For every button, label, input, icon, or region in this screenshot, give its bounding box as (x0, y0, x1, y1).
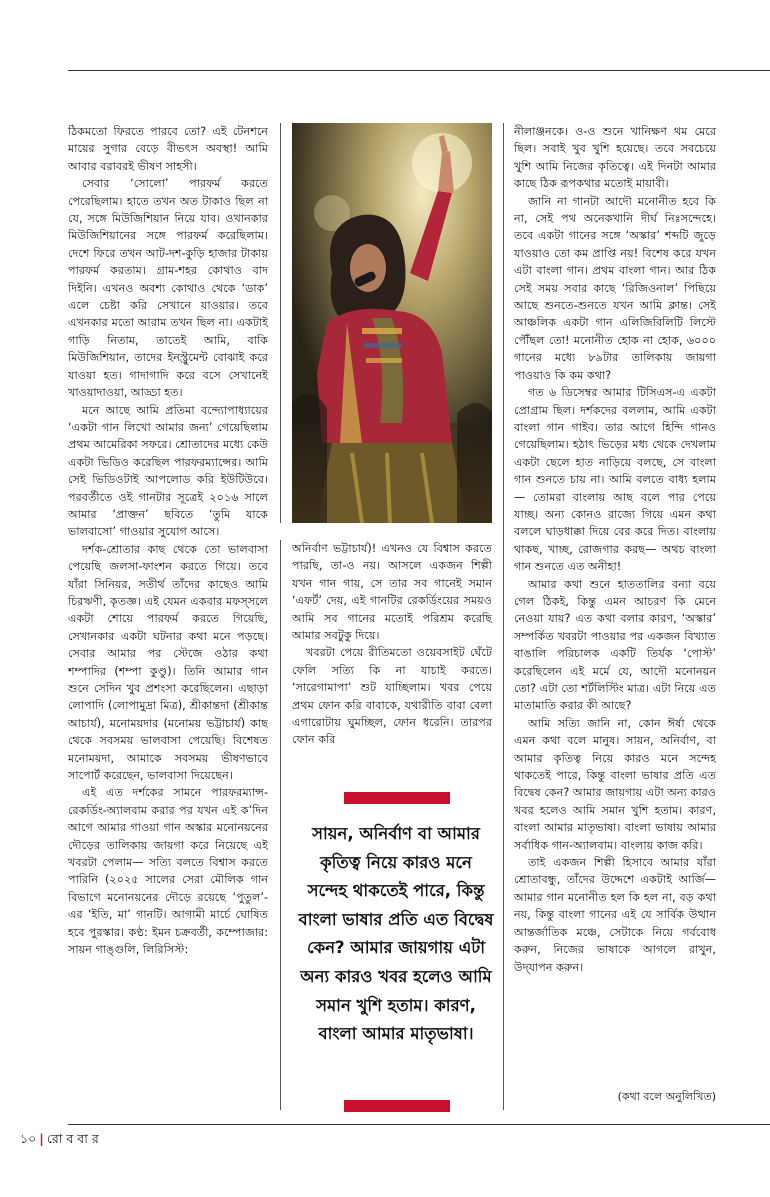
article-column-middle (292, 540, 492, 749)
footer-separator: | (39, 1131, 44, 1146)
paragraph: জানি না গানটা আদৌ মনোনীত হবে কি না, সেই পথ অনেকখানি দীর্ঘ নিঃসন্দেহে। তবে একটা গানের সঙ্গে ‘অস্কার’ শব্দটি জুড়ে যাওয়াও তো কম প্রাপ্তি নয়! বিশেষ করে যখন এটা বাংলা গান। প্রথম বাংলা গান। আর ঠিক সেই সময় সবার কাছে ‘রিজিওনাল’ পিছিয়ে আছে শুনতে-শুনতে যখন আমি ক্লান্ত। সেই আঞ্চলিক একটা গান এলিজিবিলিটি লিস্টে পৌঁছল তো! মনোনীত হোক না হোক, ৬০০০ গানের মধ্যে ৮৯টার তালিকায় জায়গা পাওয়াও কি কম কথা? (514, 194, 716, 382)
article-column-right (514, 123, 716, 976)
paragraph: সেবার ‘সোলো’ পারফর্ম করতে পেরেছিলাম। হাতে তখন অত টাকাও ছিল না যে, সঙ্গে মিউজিশিয়ান নিয়ে যাব। ওখানকার মিউজিশিয়ানের সঙ্গে পারফর্ম করেছিলাম। দেশে ফিরে তখন আট-দশ-কুড়ি হাজার টাকায় পারফর্ম করতাম। গ্রাম-শহর কোথাও বাদ দিইনি। এখনও অবশ্য কোথাও থেকে ‘ডাক’ এলে চেষ্টা করি সেখানে যাওয়ার। তবে এখনকার মতো আরাম তখন ছিল না। একটাই গাড়ি নিতাম, তাতেই আমি, বাকি মিউজিশিয়ান, তাদের ইনস্ট্রুমেন্ট বোঝাই করে যাওয়া হত। গাদাগাদি করে বসে সেখানেই খাওয়াদাওয়া, আড্ডা হত। (68, 177, 268, 400)
article-credit: (কথা বলে অনুলিখিত) (617, 1090, 716, 1103)
bottom-rule (68, 1124, 770, 1125)
paragraph: গত ৬ ডিসেম্বর আমার টিসিএস-এ একটা প্রোগ্রাম ছিল। দর্শকদের বললাম, আমি একটা বাংলা গান গাইব। তার আগে হিন্দি গানও গেয়েছিলাম। হঠাৎ ভিড়ের মধ্য থেকে দেখলাম একটা ছেলে হাত নাড়িয়ে বলছে, সে বাংলা গান শুনতে চায় না। আমি বলতে বাধ্য হলাম— তোমরা বাংলায় আছ বলে পার পেয়ে যাচ্ছ। অন্য কোনও রাজ্যে গিয়ে এমন কথা বললে ঘাড়ধাক্কা দিয়ে বের করে দিত। বাংলায় থাকছ, খাচ্ছ, রোজগার করছ— অথচ বাংলা গান শুনতে এত অনীহা! (514, 386, 716, 574)
top-rule (68, 70, 770, 71)
paragraph: নীলাঞ্জনকে। ও-ও শুনে খানিক্ষণ থম মেরে ছিল। সবাই খুব খুশি হয়েছে। তবে সবচেয়ে খুশি আমি নিজের কৃতিত্বে। এই দিনটা আমার কাছে ঠিক রূপকথার মতোই মায়াবী। (514, 125, 716, 191)
column-divider (280, 123, 281, 523)
paragraph: দর্শক-শ্রোতার কাছ থেকে তো ভালবাসা পেয়েছি জলসা-ফাংশন করতে গিয়ে। তবে যাঁরা সিনিয়র, সতীর্থ তাঁদের কাছেও আমি চিরঋণী, কৃতজ্ঞ। এই যেমন একবার মফস্‌সলে একটা শোয়ে পারফর্ম করতে গিয়েছি, সেখানকার একটা ঘটনার কথা মনে পড়ছে। সেবার আমার পর স্টেজে ওঠার কথা শম্পাদির (শম্পা কুণ্ডু)। তিনি আমার গান শুনে সেদিন খুব প্রশংসা করেছিলেন। এছাড়া লোপাদি (লোপামুদ্রা মিত্র), শ্রীকান্তদা (শ্রীকান্ত আচার্য), মনোময়দার (মনোময় ভট্টাচার্য) কাছ থেকে সবসময় ভালবাসা পেয়েছি। বিশেষত মনোময়দা, আমাকে সবসময় ভীষণভাবে সাপোর্ট করেছেন, ভালবাসা দিয়েছেন। (68, 542, 268, 783)
column-divider (503, 123, 504, 1110)
pull-quote-top-bar (344, 792, 450, 804)
page-number: ১০ (20, 1131, 37, 1146)
paragraph: খবরটা পেয়ে রীতিমতো ওয়েবসাইট ঘেঁটে ফেলি সত্যি কি না যাচাই করতে। ‘সারেগামাপা’ শুট যাচ্ছিলাম। খবর পেয়ে প্রথম ফোন করি বাবাকে, যথারীতি বাবা বেলা এগারোটায় ঘুমচ্ছিল, ফোন ধরেনি। তারপর ফোন করি (292, 646, 492, 747)
paragraph: অনির্বাণ ভট্টাচার্য)! এখনও যে বিশ্বাস করতে পারছি, তা-ও নয়। আসলে একজন শিল্পী যখন গান গায়, সে তার সব গানেই সমান ‘এফর্ট’ দেয়, এই গানটির রেকর্ডিংয়ের সময়ও আমি সব গানের মতোই পরিশ্রম করেছি আমার সবটুকু দিয়ে। (292, 542, 492, 643)
pull-quote-bottom-bar (344, 1100, 450, 1112)
paragraph: আমি সত্যি জানি না, কোন ঈর্ষা থেকে এমন কথা বলে মানুষ। সায়ন, অনির্বাণ, বা আমার কৃতিত্ব নিয়ে কারও মনে সন্দেহ থাকতেই পারে, কিন্তু বাংলা ভাষার প্রতি এত বিদ্বেষ কেন? আমার জায়গায় এটা অন্য কারও খবর হলেও আমি সমান খুশি হতাম। কারণ, বাংলা আমার মাতৃভাষা। বাংলা ভাষায় আমার সর্বাধিক গান-অ্যালবাম। বাংলায় কাজ করি। (514, 716, 716, 852)
pull-quote (296, 792, 496, 1112)
column-divider (280, 540, 281, 1110)
paragraph: মনে আছে আমি প্রতিমা বন্দ্যোপাধ্যায়ের ‘একটা গান লিখো আমার জন্য’ গেয়েছিলাম প্রথম আমেরিকা সফরে। শ্রোতাদের মধ্যে কেউ একটা ভিডিও করেছিল পারফরম্যান্সের। আমি সেই ভিডিওটাই আপলোড করি ইউটিউবে। পরবর্তীতে ওই গানটার সূত্রেই ২০১৬ সালে আমার ‘প্রাক্তন’ ছবিতে ‘তুমি যাকে ভালবাসো’ গাওয়ার সুযোগ আসে। (68, 403, 268, 539)
singer-photo-illustration (292, 123, 492, 523)
pull-quote-text: সায়ন, অনির্বাণ বা আমার কৃতিত্ব নিয়ে কারও মনে সন্দেহ থাকতেই পারে, কিন্তু বাংলা ভাষার প্রতি এত বিদ্বেষ কেন? আমার জায়গায় এটা অন্য কারও খবর হলেও আমি সমান খুশি হতাম। কারণ, বাংলা আমার মাতৃভাষা। (298, 824, 494, 1044)
paragraph: ঠিকমতো ফিরতে পারবে তো? এই টেনশনে মায়ের সুগার বেড়ে বীভৎস অবস্থা! আমি আবার বরাবরই ভীষণ সাহসী। (68, 125, 268, 173)
publication-name: রো ব বা র (46, 1131, 99, 1146)
paragraph: তাই একজন শিল্পী হিসাবে আমার যাঁরা শ্রোতাবন্ধু, তাঁদের উদ্দেশে একটাই আর্জি— আমার গান মনোনীত হল কি হল না, বড় কথা নয়, কিন্তু বাংলা গানের এই যে সার্বিক উত্থান আন্তর্জাতিক মঞ্চে, সেটাকে নিয়ে গর্ববোধ করুন, নিজের ভাষাকে আগলে রাখুন, উদ্‌যাপন করুন। (514, 856, 716, 974)
article-column-left (68, 123, 268, 959)
paragraph: আমার কথা শুনে হাততালির বন্যা বয়ে গেল ঠিকই, কিন্তু এমন আচরণ কি মেনে নেওয়া যায়? এত কথা বলার কারণ, ‘অস্কার’ সম্পর্কিত খবরটা পাওয়ার পর একজন বিখ্যাত বাঙালি পরিচালক একটি তির্যক ‘পোস্ট’ করেছিলেন এই মর্মে যে, আদৌ মনোনয়ন তো? এটা তো শর্টলিস্টিং মাত্র। এটা নিয়ে এত মাতামাতি করার কী আছে? (514, 577, 716, 713)
page-footer (20, 1131, 99, 1151)
singer-photo (292, 123, 492, 523)
paragraph: এই এত দর্শকের সামনে পারফরম্যান্স-রেকর্ডিং-অ্যালবাম করার পর যখন এই ক’দিন আগে আমার গাওয়া গান অস্কার মনোনয়নের দৌড়ের তালিকায় জায়গা করে নিয়েছে এই খবরটা পেলাম— সত্যি বলতে বিশ্বাস করতে পারিনি (২০২৫ সালের সেরা মৌলিক গান বিভাগে মনোনয়নের দৌড়ে রয়েছে ‘পুতুল’-এর ‘ইতি, মা’ গানটি। আগামী মার্চে ঘোষিত হবে পুরস্কার। কণ্ঠ: ইমন চক্রবর্তী, কম্পোজার: সায়ন গাঙ্গুলি, লিরিসিস্ট: (68, 786, 268, 957)
